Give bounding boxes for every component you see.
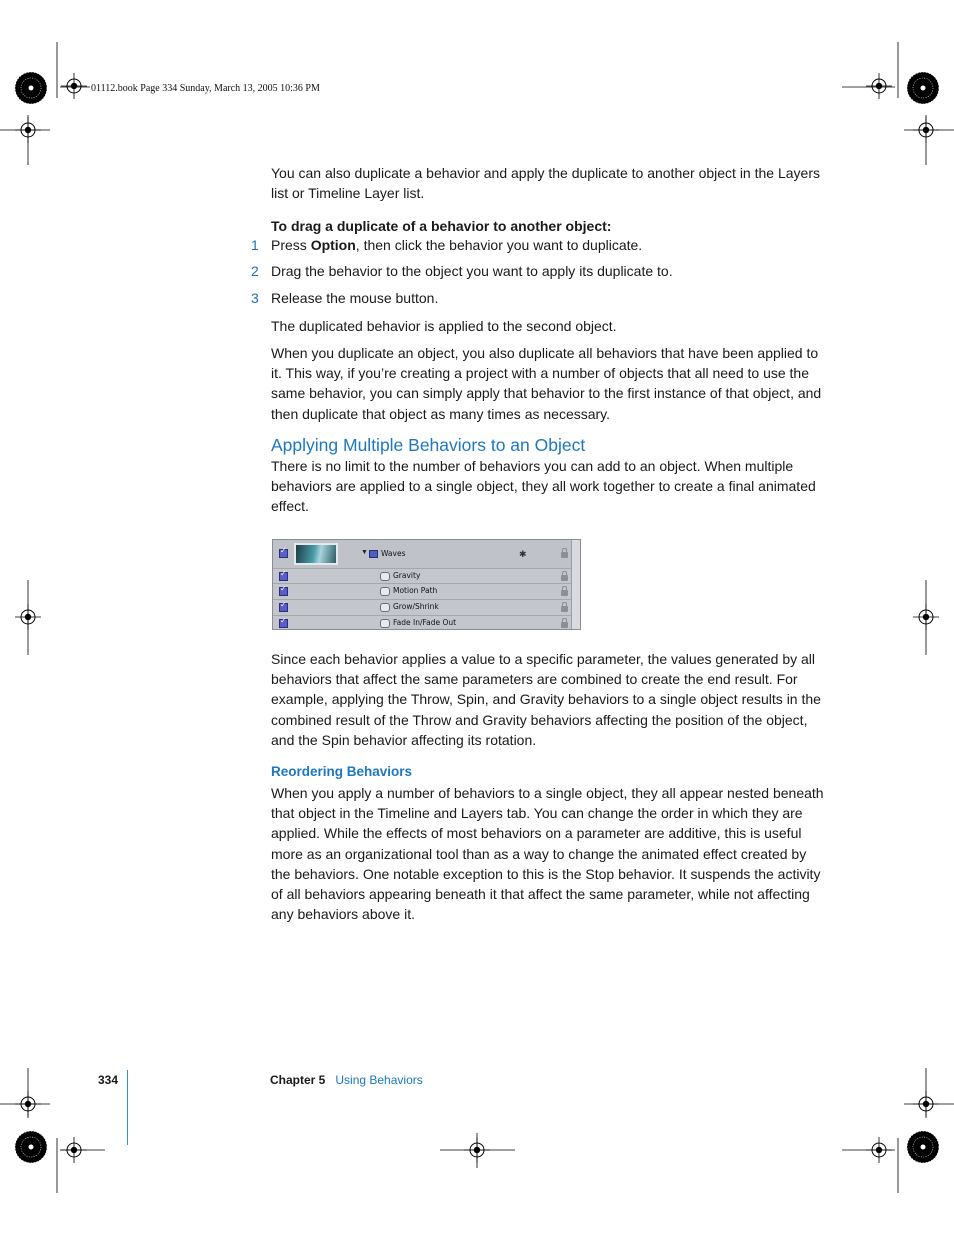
task-heading: To drag a duplicate of a behavior to another object: xyxy=(271,218,612,234)
layer-thumbnail xyxy=(294,543,338,565)
behavior-icon xyxy=(380,603,390,612)
lock-icon[interactable] xyxy=(561,575,568,581)
print-slug: 01112.book Page 334 Sunday, March 13, 2005 10:36 PM xyxy=(91,83,320,94)
layer-row-behavior[interactable] xyxy=(273,616,580,630)
layer-row-behavior[interactable] xyxy=(273,569,580,584)
footer-chapter xyxy=(270,1073,423,1087)
chapter-title: Using Behaviors xyxy=(335,1073,423,1087)
step-3 xyxy=(251,290,438,306)
footer-rule xyxy=(127,1070,128,1145)
enable-checkbox[interactable] xyxy=(279,587,288,596)
enable-checkbox[interactable] xyxy=(279,572,288,581)
enable-checkbox[interactable] xyxy=(279,603,288,612)
layer-row-behavior[interactable] xyxy=(273,600,580,616)
gear-icon[interactable]: ✱ xyxy=(519,549,527,559)
lock-icon[interactable] xyxy=(561,590,568,596)
reorder-paragraph: When you apply a number of behaviors to a single object, they all appear nested beneath that object in the Timeline and Layers tab. You can change the order in which they are applied. While the effects of most behaviors on a parameter are additive, this is useful more as an organizational tool than as a way to change the animated effect created by the behaviors. One notable exception to this is the Stop behavior. It suspends the activity of all behaviors appearing beneath it that affect the same parameter, while not affecting any behaviors above it. xyxy=(271,785,824,923)
step-number: 3 xyxy=(251,290,259,306)
result-text: The duplicated behavior is applied to the second object. xyxy=(271,318,617,334)
layers-panel xyxy=(272,539,581,630)
behavior-name: Fade In/Fade Out xyxy=(393,618,457,627)
chapter-label: Chapter 5 xyxy=(270,1073,326,1087)
step-number: 2 xyxy=(251,263,259,279)
layer-row-behavior[interactable] xyxy=(273,584,580,600)
step-text: Drag the behavior to the object you want to apply its duplicate to. xyxy=(271,263,673,279)
section-paragraph: There is no limit to the number of behaviors you can add to an object. When multiple behaviors are applied to a single object, they all work together to create a final animated effect. xyxy=(271,458,816,515)
step-text: Press xyxy=(271,237,311,253)
step-2 xyxy=(251,263,673,279)
lock-icon[interactable] xyxy=(561,606,568,612)
duplicate-paragraph: When you duplicate an object, you also duplicate all behaviors that have been applied to it. This way, if you’re creating a project with a number of objects that all need to use the same behavior, you can simply apply that behavior to the first instance of that object, and then duplicate that object as many times as necessary. xyxy=(271,345,822,422)
step-1 xyxy=(251,237,642,253)
step-number: 1 xyxy=(251,237,259,253)
disclosure-triangle-icon[interactable]: ▼ xyxy=(361,549,368,556)
enable-checkbox[interactable] xyxy=(279,619,288,628)
enable-checkbox[interactable] xyxy=(279,549,288,558)
behavior-name: Grow/Shrink xyxy=(393,602,439,611)
section-heading: Applying Multiple Behaviors to an Object xyxy=(271,435,586,455)
behavior-name: Motion Path xyxy=(393,586,438,595)
combine-paragraph: Since each behavior applies a value to a specific parameter, the values generated by all behaviors that affect the same parameters are combined to create the end result. For example, applying the Throw, Spin, and Gravity behaviors to a single object results in the combined result of the Throw and Gravity behaviors affecting the position of the object, and the Spin behavior affecting its rotation. xyxy=(271,651,821,748)
step-text: , then click the behavior you want to duplicate. xyxy=(355,237,643,253)
behavior-icon xyxy=(380,587,390,596)
group-name: Waves xyxy=(381,549,406,558)
lock-icon[interactable] xyxy=(561,552,568,558)
behavior-icon xyxy=(380,572,390,581)
subsection-heading: Reordering Behaviors xyxy=(271,764,413,779)
scrollbar[interactable] xyxy=(571,540,580,629)
step-key: Option xyxy=(310,237,356,253)
group-icon xyxy=(369,550,378,558)
lock-icon[interactable] xyxy=(561,622,568,628)
page-number: 334 xyxy=(98,1073,119,1087)
behavior-icon xyxy=(380,619,390,628)
layer-row-group[interactable] xyxy=(273,540,580,569)
intro-paragraph: You can also duplicate a behavior and apply the duplicate to another object in the Layers list or Timeline Layer list. xyxy=(271,165,820,202)
step-text: Release the mouse button. xyxy=(271,290,439,306)
behavior-name: Gravity xyxy=(393,571,421,580)
